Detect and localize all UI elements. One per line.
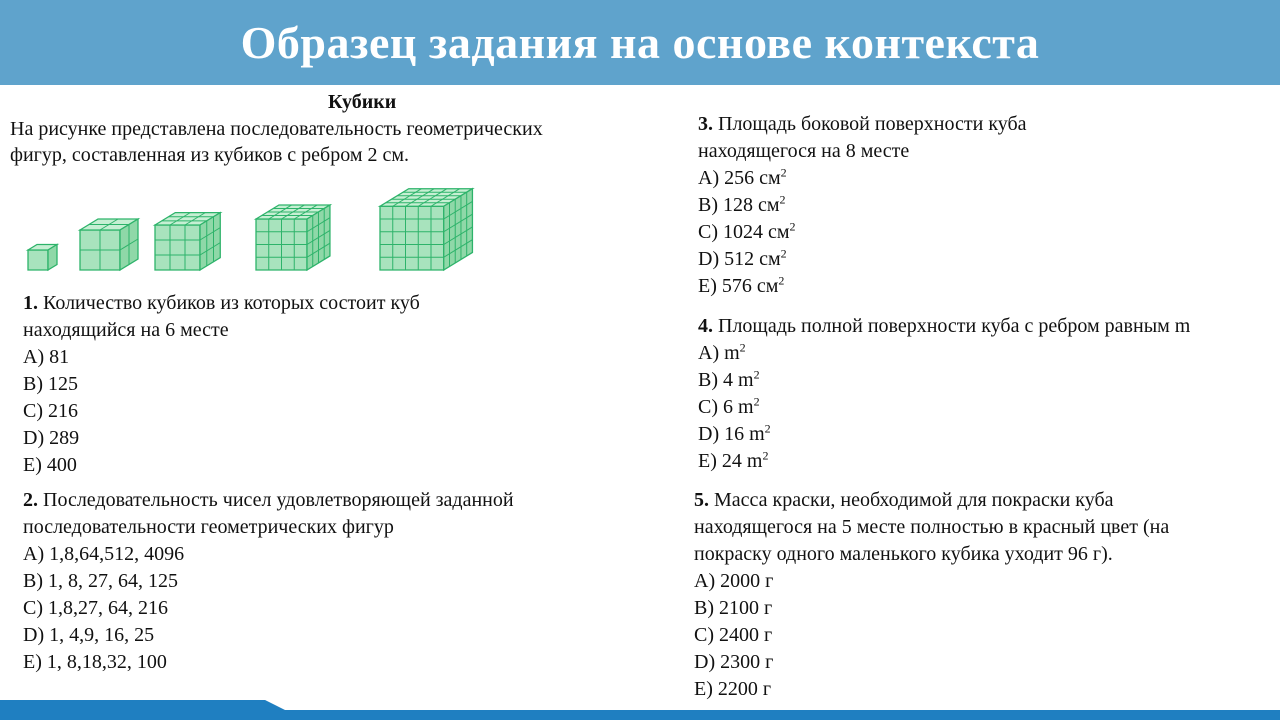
answer-option[interactable]: B) 1, 8, 27, 64, 125 (23, 570, 178, 592)
cube-figure (28, 245, 57, 271)
answer-option[interactable]: A) 2000 г (694, 570, 774, 592)
footer-bar (0, 710, 1280, 720)
answer-option[interactable]: C) 1024 $см^2$ (698, 219, 796, 243)
answer-option[interactable]: E) 2200 г (694, 678, 772, 700)
page-title: Образец задания на основе контекста (240, 17, 1040, 68)
answer-option[interactable]: D) 2300 г (694, 651, 774, 673)
answer-option[interactable]: E) 24 $m^2$ (698, 448, 769, 472)
question-text: покраску одного маленького кубика уходит 96 г). (694, 543, 1113, 565)
question-number: 5. (694, 489, 709, 511)
intro-text (10, 116, 543, 168)
question-text: Последовательность чисел удовлетворяющей заданной (43, 489, 514, 511)
answer-option[interactable]: C) 6 $m^2$ (698, 394, 760, 418)
question-text: Масса краски, необходимой для покраски куба (714, 489, 1114, 511)
cube-figure (256, 205, 330, 270)
answer-option[interactable]: B) 128 $см^2$ (698, 192, 786, 216)
question-text: Количество кубиков из которых состоит куб (43, 292, 420, 314)
answer-option[interactable]: E) 1, 8,18,32, 100 (23, 651, 167, 673)
answer-option[interactable]: A) 1,8,64,512, 4096 (23, 543, 185, 565)
question-text: находящийся на 6 месте (23, 319, 229, 341)
answer-option[interactable]: C) 1,8,27, 64, 216 (23, 597, 168, 619)
answer-option[interactable]: C) 216 (23, 400, 78, 422)
title-banner (0, 0, 1280, 85)
cube-figure (380, 189, 472, 270)
question-4 (698, 313, 1190, 475)
question-text: находящегося на 8 месте (698, 140, 910, 162)
answer-option[interactable]: A) $m^2$ (698, 340, 746, 364)
answer-option[interactable]: E) 400 (23, 454, 77, 476)
question-text: Площадь полной поверхности куба с ребром равным m (718, 315, 1191, 337)
answer-option[interactable]: D) 1, 4,9, 16, 25 (23, 624, 155, 646)
intro-line: На рисунке представлена последовательность геометрических (10, 118, 543, 140)
intro-line: фигур, составленная из кубиков с ребром 2 см. (10, 144, 410, 166)
question-number: 4. (698, 315, 713, 337)
answer-option[interactable]: B) 125 (23, 373, 78, 395)
question-text: последовательности геометрических фигур (23, 516, 394, 538)
question-text: Площадь боковой поверхности куба (718, 113, 1027, 135)
cube-sequence-figure (20, 165, 520, 305)
question-3 (698, 111, 1027, 300)
question-text: находящегося на 5 месте полностью в красный цвет (на (694, 516, 1170, 538)
answer-option[interactable]: E) 576 $см^2$ (698, 273, 785, 297)
question-number: 2. (23, 489, 38, 511)
answer-option[interactable]: C) 2400 г (694, 624, 773, 646)
footer-accent (0, 700, 285, 710)
question-2 (23, 487, 514, 676)
answer-option[interactable]: A) 256 $см^2$ (698, 165, 787, 189)
answer-option[interactable]: D) 16 $m^2$ (698, 421, 771, 445)
cube-figure (80, 219, 138, 270)
question-number: 3. (698, 113, 713, 135)
answer-option[interactable]: A) 81 (23, 346, 70, 368)
question-1 (23, 290, 420, 479)
answer-option[interactable]: B) 4 $m^2$ (698, 367, 760, 391)
answer-option[interactable]: B) 2100 г (694, 597, 773, 619)
cube-figure (155, 213, 220, 270)
intro-heading: Кубики (328, 91, 397, 113)
question-5 (694, 487, 1169, 703)
answer-option[interactable]: D) 512 $см^2$ (698, 246, 787, 270)
answer-option[interactable]: D) 289 (23, 427, 80, 449)
question-number: 1. (23, 292, 38, 314)
